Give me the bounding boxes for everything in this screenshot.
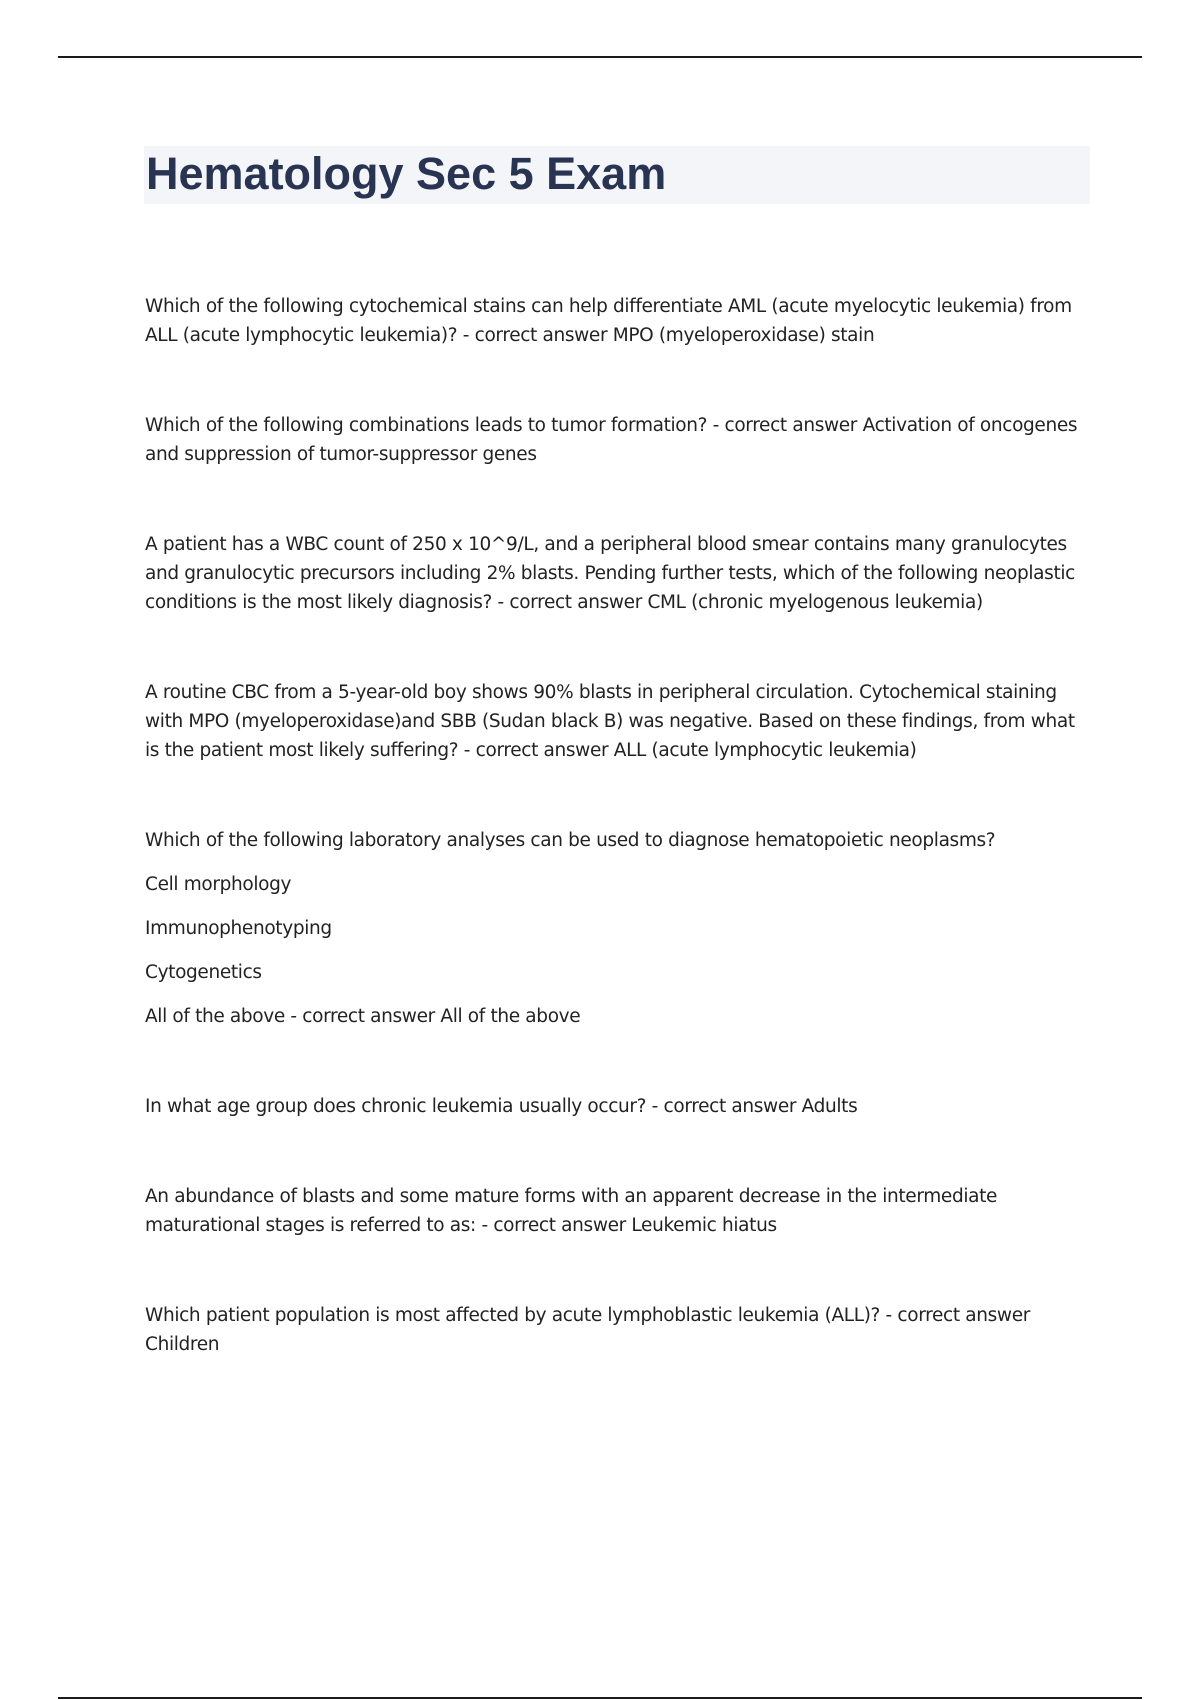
qa-text: In what age group does chronic leukemia usually occur? - correct answer Adults: [145, 1096, 858, 1117]
qa-text: An abundance of blasts and some mature forms with an apparent decrease in the intermediate maturational stages is referred to as: - correct answer Leukemic hiatus: [145, 1186, 998, 1236]
qa-text: A routine CBC from a 5-year-old boy shows 90% blasts in peripheral circulation. Cytochemical staining with MPO (myeloperoxidase)and SBB (Sudan black B) was negative. Based on these findings, from what is the patient most likely suffering? - correct answer ALL (acute lymphocytic leukemia): [145, 682, 1075, 761]
qa-option: Cytogenetics: [145, 962, 262, 983]
qa-item-8: [145, 1301, 1090, 1359]
top-divider: [58, 56, 1142, 58]
qa-item-5: [145, 826, 1090, 1031]
qa-option: Cell morphology: [145, 874, 292, 895]
page-title: Hematology Sec 5 Exam: [146, 148, 667, 199]
qa-text: Which of the following combinations leads to tumor formation? - correct answer Activation of oncogenes and suppression of tumor-suppressor genes: [145, 415, 1078, 465]
question-list: [145, 292, 1090, 1359]
qa-text: A patient has a WBC count of 250 x 10^9/L, and a peripheral blood smear contains many granulocytes and granulocytic precursors including 2% blasts. Pending further tests, which of the following neoplastic conditions is the most likely diagnosis? - correct answer CML (chronic myelogenous leukemia): [145, 534, 1075, 613]
qa-text: Which patient population is most affected by acute lymphoblastic leukemia (ALL)? - correct answer Children: [145, 1305, 1030, 1355]
qa-item-3: [145, 530, 1090, 617]
qa-item-6: [145, 1092, 1090, 1121]
qa-item-7: [145, 1182, 1090, 1240]
qa-text: Which of the following cytochemical stains can help differentiate AML (acute myelocytic leukemia) from ALL (acute lymphocytic leukemia)? - correct answer MPO (myeloperoxidase) stain: [145, 296, 1072, 346]
qa-item-1: [145, 292, 1090, 350]
bottom-divider: [58, 1697, 1142, 1699]
qa-question: Which of the following laboratory analyses can be used to diagnose hematopoietic neoplasms?: [145, 830, 996, 851]
qa-option: All of the above - correct answer All of the above: [145, 1006, 581, 1027]
qa-item-4: [145, 678, 1090, 765]
qa-item-2: [145, 411, 1090, 469]
qa-option: Immunophenotyping: [145, 918, 332, 939]
